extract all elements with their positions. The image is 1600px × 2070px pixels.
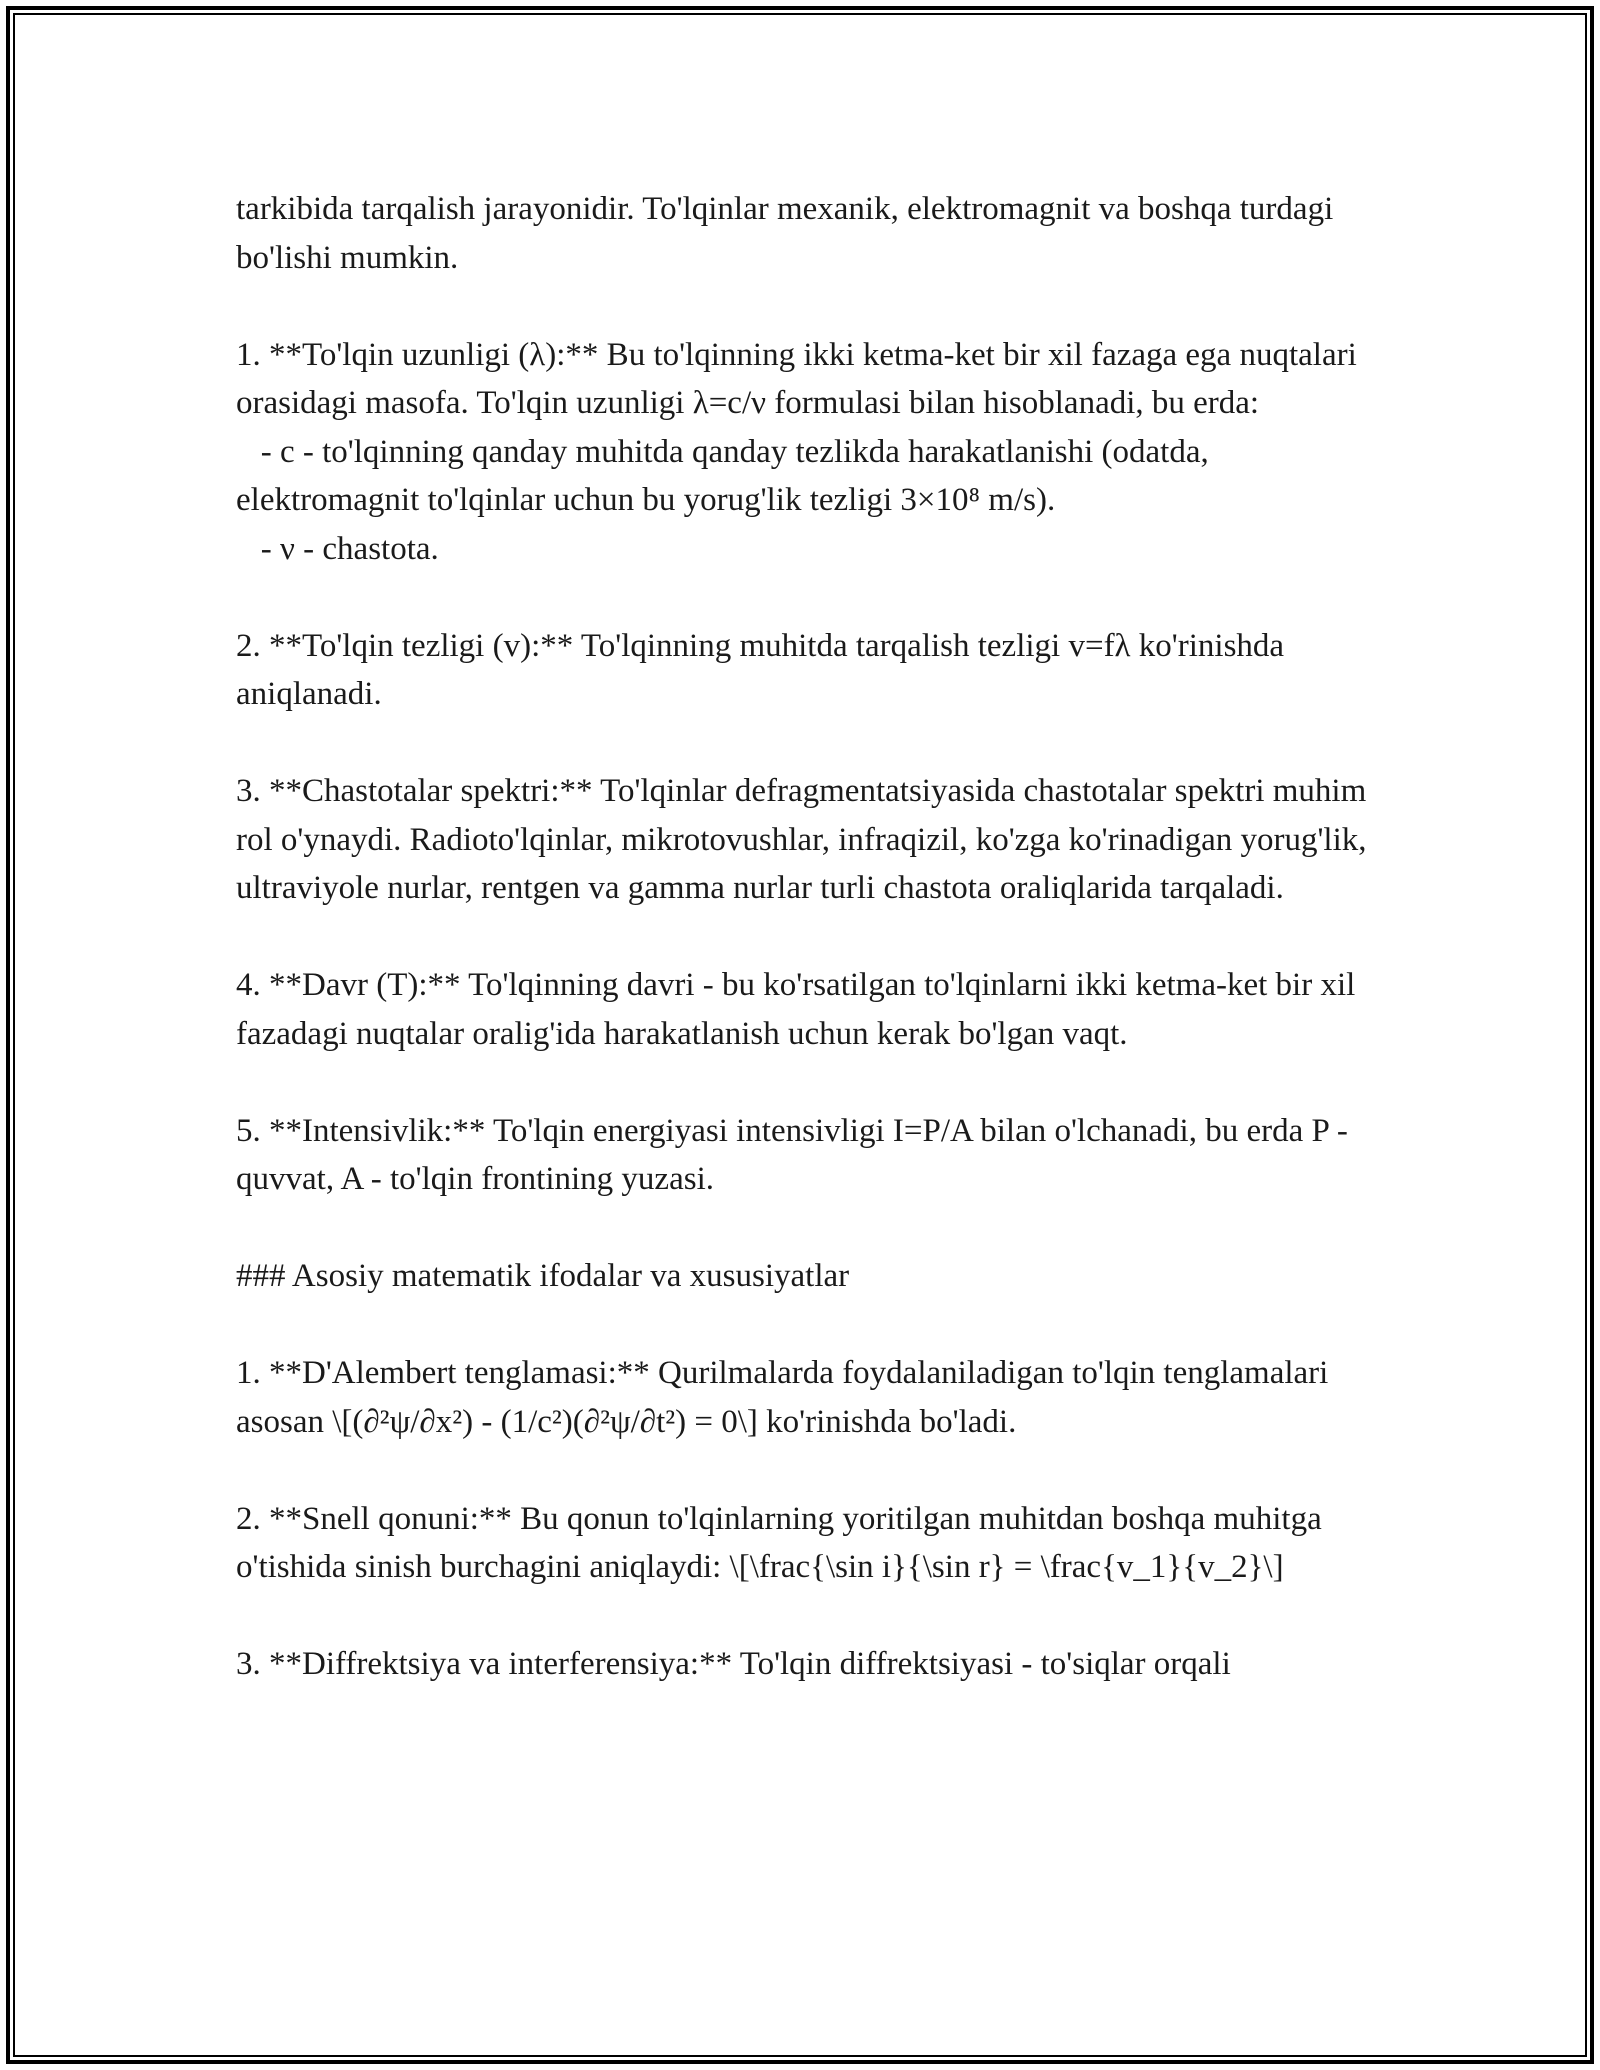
intro-paragraph: tarkibida tarqalish jarayonidir. To'lqinlar mexanik, elektromagnit va boshqa turdagi bo'lishi mumkin. <box>236 191 1342 276</box>
item-wavelength <box>236 331 1376 574</box>
item-intensity: 5. **Intensivlik:** To'lqin energiyasi intensivligi I=P/A bilan o'lchanadi, bu erda P - quvvat, A - to'lqin frontining yuzasi. <box>236 1112 1357 1197</box>
item-wavelength-sub-speed: - c - to'lqinning qanday muhitda qanday tezlikda harakatlanishi (odatda, elektromagnit to'lqinlar uchun bu yorug'lik tezligi 3×10⁸ m/s). <box>236 433 1217 518</box>
math-dalembert: 1. **D'Alembert tenglamasi:** Qurilmalarda foydalaniladigan to'lqin tenglamalari asosan \[(∂²ψ/∂x²) - (1/c²)(∂²ψ/∂t²) = 0\] ko'rinishda bo'ladi. <box>236 1355 1337 1440</box>
item-wavelength-text: 1. **To'lqin uzunligi (λ):** Bu to'lqinning ikki ketma-ket bir xil fazaga ega nuqtalari orasidagi masofa. To'lqin uzunligi λ=c/ν formulasi bilan hisoblanadi, bu erda: <box>236 336 1365 421</box>
math-snell: 2. **Snell qonuni:** Bu qonun to'lqinlarning yoritilgan muhitdan boshqa muhitga o'tishida sinish burchagini aniqlaydi: \[\frac{\sin i}{\sin r} = \frac{v_1}{v_2}\] <box>236 1500 1330 1585</box>
section-heading: ### Asosiy matematik ifodalar va xususiyatlar <box>236 1258 850 1294</box>
item-frequency-spectrum: 3. **Chastotalar spektri:** To'lqinlar defragmentatsiyasida chastotalar spektri muhim rol o'ynaydi. Radioto'lqinlar, mikrotovushlar, infraqizil, ko'zga ko'rinadigan yorug'lik, ultraviyole nurlar, rentgen va gamma nurlar turli chastota oraliqlarida tarqaladi. <box>236 773 1375 906</box>
item-wavelength-sub-frequency: - ν - chastota. <box>236 530 439 567</box>
document-body <box>236 185 1376 1737</box>
math-diffraction: 3. **Diffrektsiya va interferensiya:** To'lqin diffrektsiyasi - to'siqlar orqali <box>236 1646 1231 1682</box>
item-wave-speed: 2. **To'lqin tezligi (v):** To'lqinning muhitda tarqalish tezligi v=fλ ko'rinishda aniqlanadi. <box>236 627 1293 712</box>
item-period: 4. **Davr (T):** To'lqinning davri - bu ko'rsatilgan to'lqinlarni ikki ketma-ket bir xil fazadagi nuqtalar oralig'ida harakatlanish uchun kerak bo'lgan vaqt. <box>236 967 1364 1052</box>
